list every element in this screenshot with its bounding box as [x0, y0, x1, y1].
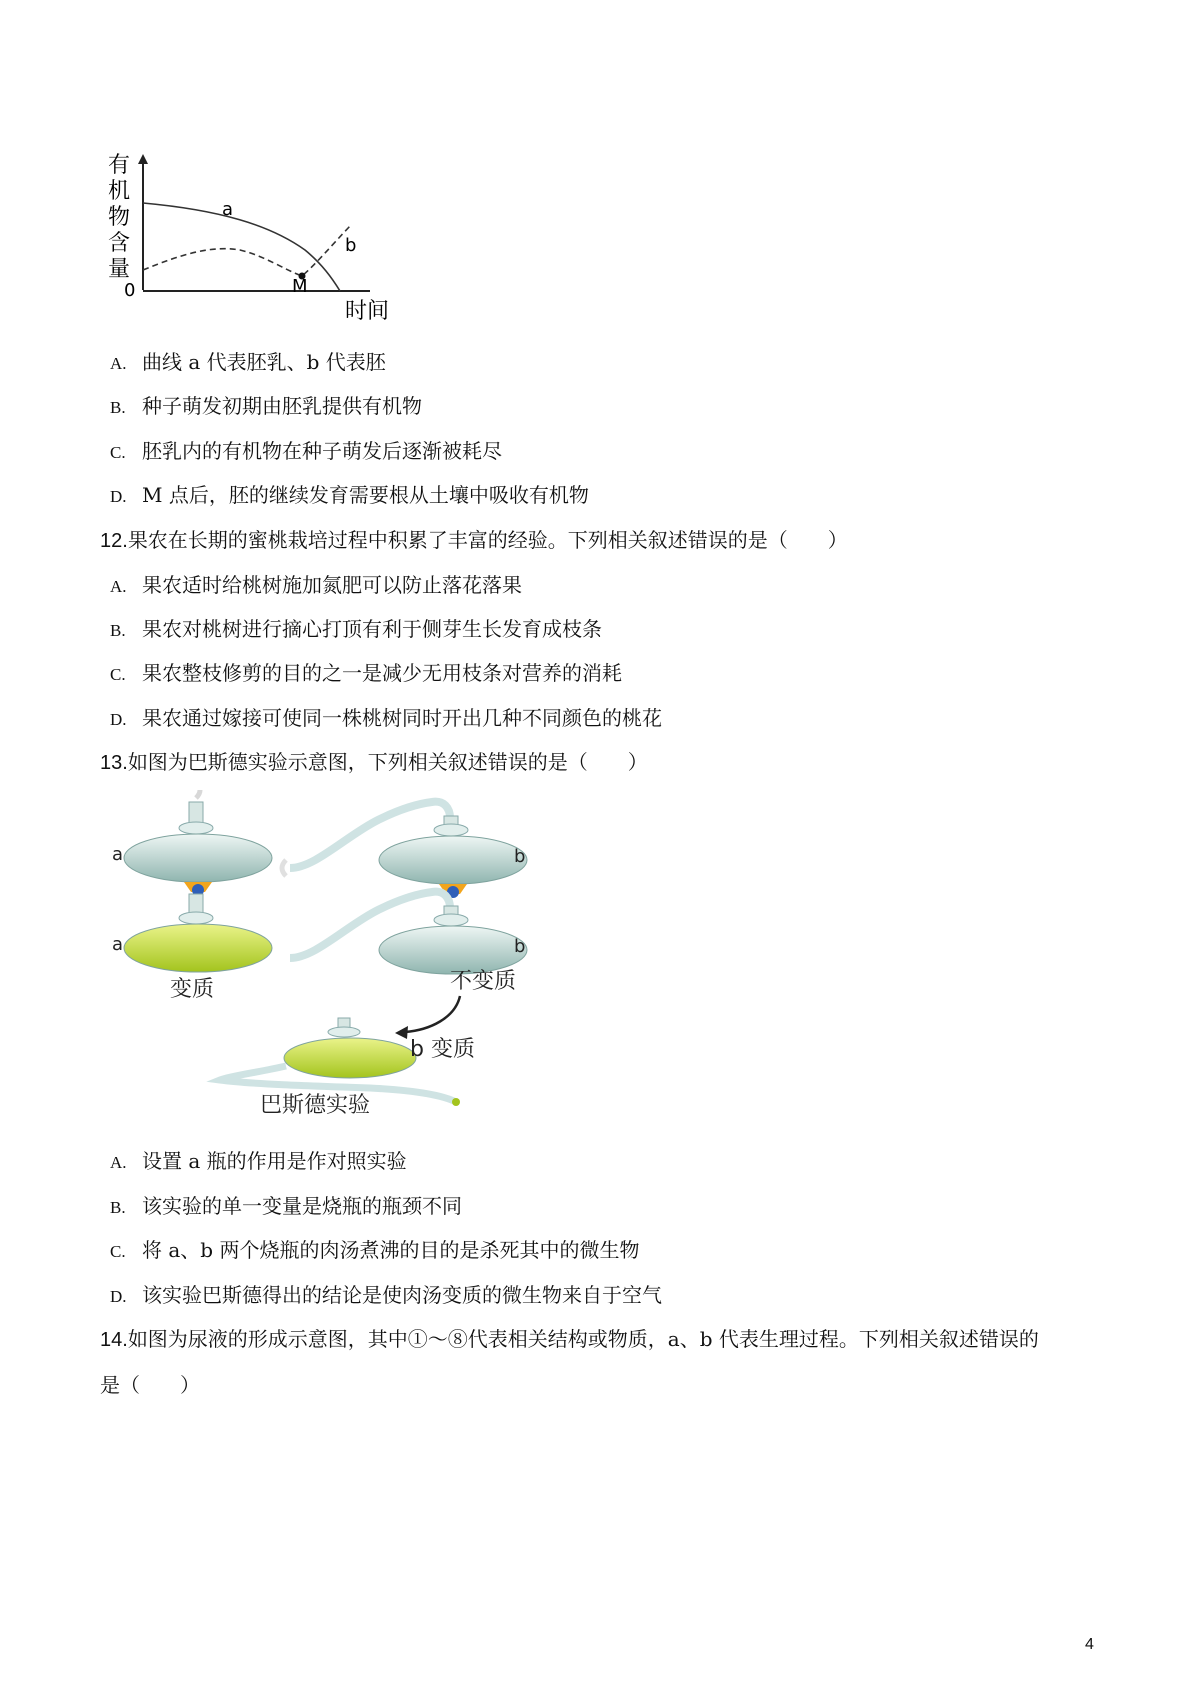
- flask-b-row1: [282, 802, 527, 898]
- option-letter: D.: [110, 1287, 127, 1306]
- option-letter: B.: [110, 1198, 126, 1217]
- label-a-row1: a: [112, 844, 124, 865]
- option-text: 果农适时给桃树施加氮肥可以防止落花落果: [142, 573, 522, 597]
- organic-matter-chart: [100, 150, 460, 360]
- q12-stem: [100, 526, 848, 555]
- ylabel-char: 物: [108, 205, 131, 230]
- option-letter: D.: [110, 710, 127, 729]
- curve-a-label: a: [222, 199, 234, 220]
- label-b-spoiled: b 变质: [410, 1037, 475, 1062]
- curve-a: [143, 203, 340, 291]
- pasteur-figure-layer: [110, 790, 550, 1130]
- xlabel: 时间: [345, 299, 390, 324]
- question-number: 12.: [100, 530, 128, 552]
- option-letter: B.: [110, 621, 126, 640]
- ylabel-char: 含: [108, 231, 131, 256]
- ylabel-char: 量: [108, 257, 131, 282]
- page-number: 4: [1085, 1636, 1094, 1653]
- q14-stem-line1: [100, 1325, 1039, 1354]
- pasteur-drawing: [110, 790, 550, 1130]
- option-text: 该实验巴斯德得出的结论是使肉汤变质的微生物来自于空气: [142, 1283, 662, 1307]
- y-axis-arrow: [138, 154, 148, 164]
- flask-a-row2: [124, 894, 272, 972]
- label-b-row2: b: [514, 936, 526, 957]
- flask-b-row2: [290, 892, 527, 974]
- q11-option-a: [110, 348, 386, 378]
- flask-a-row1: [124, 790, 272, 896]
- label-b-row1: b: [514, 846, 526, 867]
- option-text: 果农对桃树进行摘心打顶有利于侧芽生长发育成枝条: [142, 617, 602, 641]
- curve-b: [143, 226, 350, 276]
- q12-option-c: [110, 659, 622, 689]
- option-text: 果农通过嫁接可使同一株桃树同时开出几种不同颜色的桃花: [142, 706, 662, 730]
- q13-option-d: [110, 1281, 662, 1311]
- ylabel-char: 机: [108, 179, 131, 204]
- ylabel-char: 有: [108, 153, 131, 178]
- q13-stem: [100, 748, 648, 777]
- option-text: 胚乳内的有机物在种子萌发后逐渐被耗尽: [142, 439, 502, 463]
- option-letter: A.: [110, 577, 127, 596]
- label-spoiled: 变质: [170, 977, 215, 1002]
- question-number: 14.: [100, 1329, 128, 1351]
- curve-b-label: b: [345, 235, 357, 256]
- q11-option-d: [110, 481, 589, 511]
- option-letter: C.: [110, 1242, 126, 1261]
- q13-option-b: [110, 1192, 462, 1222]
- arrow-curve: [405, 996, 460, 1032]
- q11-option-b: [110, 392, 422, 422]
- figure-caption: 巴斯德实验: [260, 1093, 371, 1118]
- q12-option-d: [110, 704, 662, 734]
- q12-option-b: [110, 615, 602, 645]
- option-text: 果农整枝修剪的目的之一是减少无用枝条对营养的消耗: [142, 661, 622, 685]
- option-letter: A.: [110, 1153, 127, 1172]
- option-letter: A.: [110, 354, 127, 373]
- q14-stem-line2: [100, 1371, 200, 1399]
- option-text: M 点后，胚的继续发育需要根从土壤中吸收有机物: [142, 483, 589, 507]
- option-letter: D.: [110, 487, 127, 506]
- q11-option-c: [110, 437, 502, 467]
- option-text: 将 a、b 两个烧瓶的肉汤煮沸的目的是杀死其中的微生物: [142, 1238, 640, 1262]
- chart-svg: [100, 150, 460, 360]
- option-text: 种子萌发初期由胚乳提供有机物: [142, 394, 422, 418]
- option-letter: C.: [110, 443, 126, 462]
- arrow-head: [395, 1026, 408, 1039]
- q12-option-a: [110, 571, 522, 601]
- label-not-spoiled: 不变质: [450, 969, 517, 994]
- point-m-label: M: [292, 276, 308, 297]
- question-number: 13.: [100, 752, 128, 774]
- option-text: 该实验的单一变量是烧瓶的瓶颈不同: [142, 1194, 462, 1218]
- label-a-row2: a: [112, 934, 124, 955]
- question-text: 如图为巴斯德实验示意图，下列相关叙述错误的是（ ）: [127, 750, 648, 774]
- question-text: 如图为尿液的形成示意图，其中①～⑧代表相关结构或物质，a、b 代表生理过程。下列相关叙述错误的: [127, 1327, 1039, 1351]
- option-letter: C.: [110, 665, 126, 684]
- option-text: 曲线 a 代表胚乳、b 代表胚: [142, 350, 386, 374]
- question-text: 是（ ）: [100, 1373, 200, 1397]
- question-text: 果农在长期的蜜桃栽培过程中积累了丰富的经验。下列相关叙述错误的是（ ）: [127, 528, 848, 552]
- option-letter: B.: [110, 398, 126, 417]
- origin-label: 0: [124, 280, 136, 301]
- option-text: 设置 a 瓶的作用是作对照实验: [142, 1149, 407, 1173]
- q13-option-a: [110, 1147, 407, 1177]
- q13-option-c: [110, 1236, 639, 1266]
